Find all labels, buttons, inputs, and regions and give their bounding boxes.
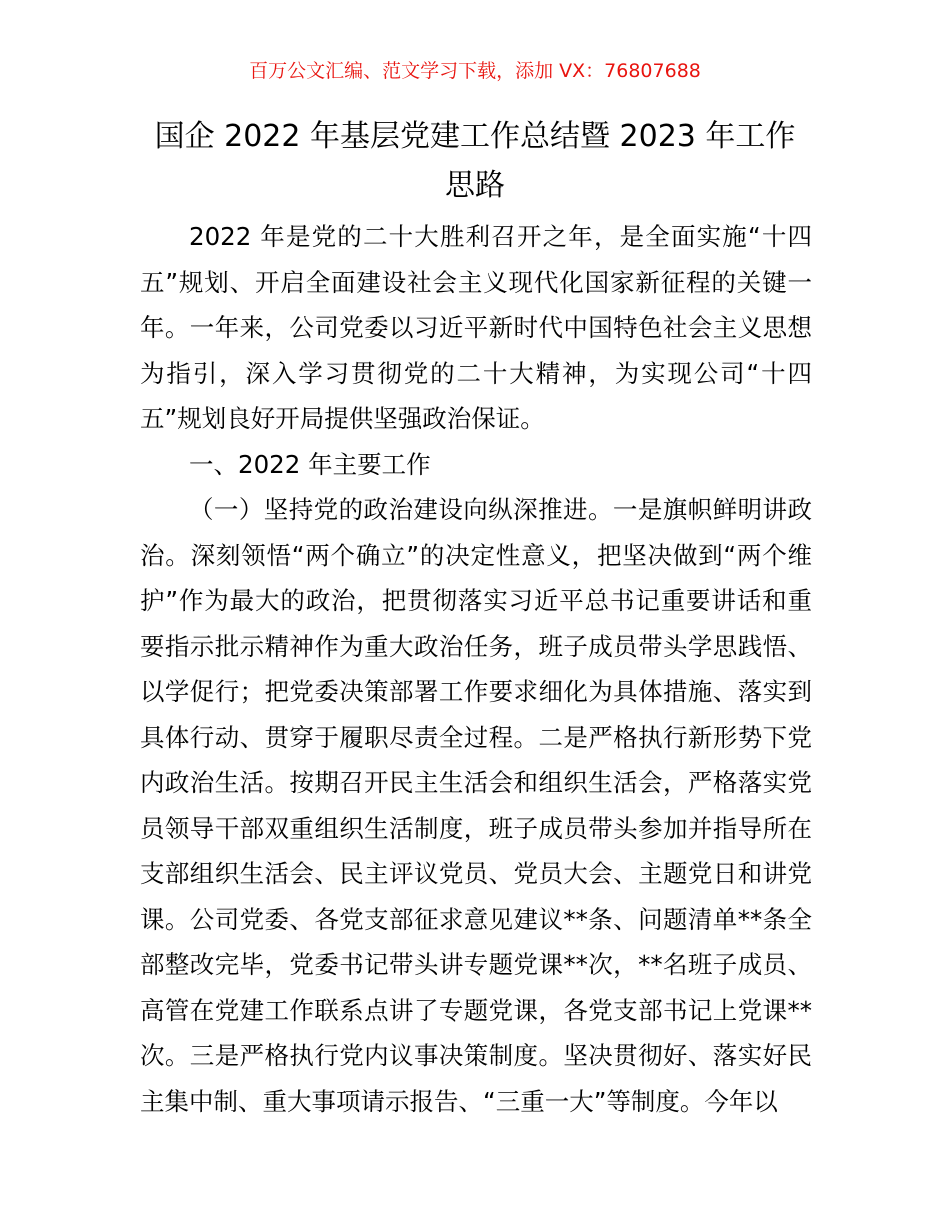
- intro-paragraph: 2022 年是党的二十大胜利召开之年，是全面实施“十四五”规划、开启全面建设社会主义现代化国家新征程的关键一年。一年来，公司党委以习近平新时代中国特色社会主义思想为指引，深入学习贯彻党的二十大精神，为实现公司“十四五”规划良好开局提供坚强政治保证。: [140, 222, 812, 433]
- document-body: [140, 214, 812, 1124]
- section-paragraph: （一）坚持党的政治建设向纵深推进。一是旗帜鲜明讲政治。深刻领悟“两个确立”的决定性意义，把坚决做到“两个维护”作为最大的政治，把贯彻落实习近平总书记重要讲话和重要指示批示精神作为重大政治任务，班子成员带头学思践悟、以学促行；把党委决策部署工作要求细化为具体措施、落实到具体行动、贯穿于履职尽责全过程。二是严格执行新形势下党内政治生活。按期召开民主生活会和组织生活会，严格落实党员领导干部双重组织生活制度，班子成员带头参加并指导所在支部组织生活会、民主评议党员、党员大会、主题党日和讲党课。公司党委、各党支部征求意见建议**条、问题清单**条全部整改完毕，党委书记带头讲专题党课**次，**名班子成员、高管在党建工作联系点讲了专题党课，各党支部书记上党课**次。三是严格执行党内议事决策制度。坚决贯彻好、落实好民主集中制、重大事项请示报告、“三重一大”等制度。今年以: [140, 495, 812, 1116]
- section-heading: 一、2022 年主要工作: [189, 449, 431, 479]
- watermark-header: 百万公文汇编、范文学习下载，添加 VX：76807688: [249, 60, 701, 82]
- document-title: 国企 2022 年基层党建工作总结暨 2023 年工作思路: [154, 119, 796, 203]
